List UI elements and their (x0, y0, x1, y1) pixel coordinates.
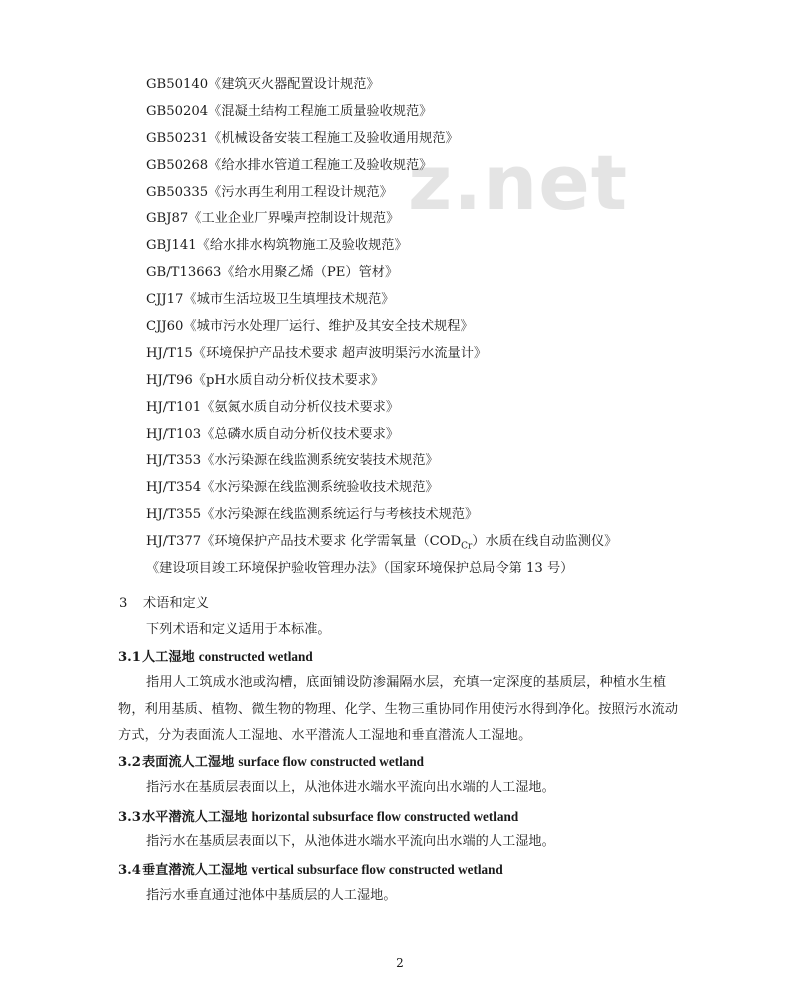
reference-item: HJ/T355《水污染源在线监测系统运行与考核技术规范》 (146, 507, 479, 523)
term-number: 3.4 (118, 863, 141, 878)
reference-item: GB50268《给水排水管道工程施工及验收规范》 (146, 157, 433, 173)
reference-item: HJ/T101《氨氮水质自动分析仪技术要求》 (146, 399, 400, 415)
term-number: 3.3 (118, 810, 141, 825)
watermark: z.net (408, 138, 629, 227)
term-zh: 人工湿地 (142, 650, 195, 665)
term-en: surface flow constructed wetland (238, 754, 425, 769)
term-number: 3.2 (118, 755, 141, 770)
term-zh: 表面流人工湿地 (142, 755, 235, 770)
term-zh: 垂直潜流人工湿地 (142, 863, 248, 878)
subscript-cr: Cr (461, 541, 473, 552)
section-title: 术语和定义 (143, 596, 209, 611)
reference-item: GB50204《混凝土结构工程施工质量验收规范》 (146, 103, 433, 119)
term-definition: 指污水在基质层表面以上，从池体进水端水平流向出水端的人工湿地。 (146, 780, 555, 795)
reference-item: GB50335《污水再生利用工程设计规范》 (146, 184, 393, 200)
reference-item: GB50140《建筑灭火器配置设计规范》 (146, 77, 380, 92)
reference-item: GB50231《机械设备安装工程施工及验收通用规范》 (146, 130, 459, 146)
reference-list (0, 72, 800, 583)
section-intro: 下列术语和定义适用于本标准。 (146, 622, 331, 637)
term-definition: 指污水垂直通过池体中基质层的人工湿地。 (146, 888, 397, 903)
section-number: 3 (119, 596, 128, 611)
term-heading (118, 806, 518, 829)
term-heading (118, 859, 503, 882)
reference-item-hj377 (0, 529, 800, 556)
term-heading (118, 646, 313, 669)
reference-decree: 《建设项目竣工环境保护验收管理办法》（国家环境保护总局令第 13 号） (146, 561, 574, 577)
reference-item: HJ/T103《总磷水质自动分析仪技术要求》 (146, 426, 400, 442)
term-definition: 指污水在基质层表面以下，从池体进水端水平流向出水端的人工湿地。 (146, 834, 555, 849)
reference-item: CJJ60《城市污水处理厂运行、维护及其安全技术规程》 (146, 319, 474, 335)
reference-item: GBJ87《工业企业厂界噪声控制设计规范》 (146, 211, 400, 227)
reference-item: HJ/T15《环境保护产品技术要求 超声波明渠污水流量计》 (146, 345, 488, 361)
reference-item: HJ/T354《水污染源在线监测系统验收技术规范》 (146, 480, 439, 496)
term-number: 3.1 (118, 650, 141, 665)
term-heading (118, 751, 424, 774)
term-zh: 水平潜流人工湿地 (142, 810, 248, 825)
page-number: 2 (396, 956, 404, 970)
term-definition: 指用人工筑成水池或沟槽，底面铺设防渗漏隔水层，充填一定深度的基质层，种植水生植物，利用基质、植物、微生物的物理、化学、生物三重协同作用使污水得到净化。按照污水流动方式，分为表面流人工湿地、水平潜流人工湿地和垂直潜流人工湿地。 (118, 675, 679, 743)
reference-item: GBJ141《给水排水构筑物施工及验收规范》 (146, 238, 408, 254)
reference-item: HJ/T353《水污染源在线监测系统安装技术规范》 (146, 453, 439, 469)
reference-item: GB/T13663《给水用聚乙烯（PE）管材》 (146, 265, 399, 281)
term-en: constructed wetland (198, 649, 313, 664)
reference-text: HJ/T377《环境保护产品技术要求 化学需氧量（COD (146, 534, 462, 550)
reference-item: CJJ17《城市生活垃圾卫生填埋技术规范》 (146, 292, 395, 308)
reference-item: HJ/T96《pH水质自动分析仪技术要求》 (146, 372, 385, 388)
term-en: horizontal subsurface flow constructed wetland (251, 809, 519, 824)
term-en: vertical subsurface flow constructed wetland (251, 862, 503, 877)
section-heading (119, 593, 209, 615)
reference-text: ）水质在线自动监测仪》 (472, 534, 618, 550)
